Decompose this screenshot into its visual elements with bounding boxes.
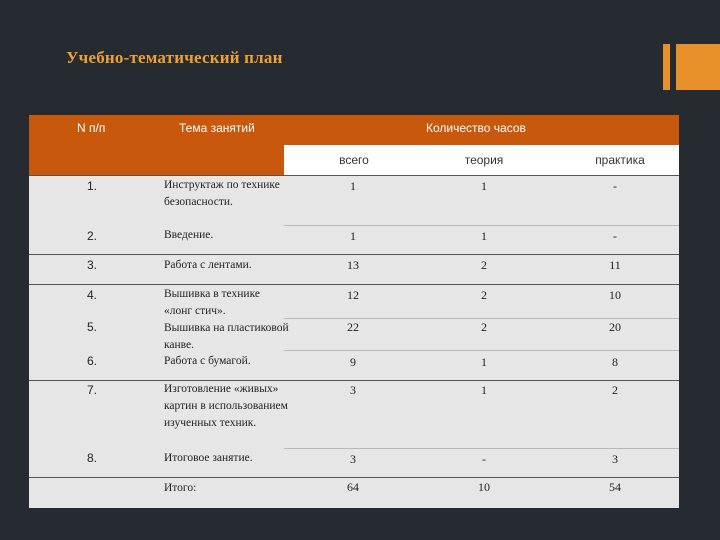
subheader-row: [284, 145, 679, 175]
row-theory: -: [482, 452, 486, 466]
row-number: 5.: [87, 320, 98, 334]
header-total: всего: [339, 153, 369, 167]
row-total: 3: [350, 383, 356, 397]
row-topic: Инструктаж по технике безопасности.: [164, 179, 280, 208]
totals-theory: 10: [478, 480, 490, 494]
row-theory: 2: [481, 288, 487, 302]
row-number: 1.: [87, 179, 98, 193]
row-topic: Введение.: [164, 229, 214, 241]
page-title: Учебно-тематический план: [66, 48, 283, 67]
row-number: 3.: [87, 258, 98, 272]
row-practice: 20: [609, 320, 621, 334]
row-practice: 11: [609, 258, 621, 272]
row-number: 4.: [87, 288, 98, 302]
accent-bar-thin: [663, 44, 670, 90]
row-divider: [284, 350, 679, 351]
row-divider: [284, 318, 679, 319]
row-total: 13: [347, 258, 359, 272]
row-topic: Работа с лентами.: [164, 259, 252, 271]
row-practice: 10: [609, 288, 621, 302]
row-theory: 1: [481, 229, 487, 243]
row-number: 2.: [87, 229, 98, 243]
row-total: 9: [350, 355, 356, 369]
row-total: 12: [347, 288, 359, 302]
row-theory: 2: [481, 258, 487, 272]
row-total: 3: [350, 452, 356, 466]
row-theory: 1: [481, 355, 487, 369]
row-topic: Вышивка на пластиковой канве.: [164, 322, 289, 351]
totals-label: Итого:: [164, 482, 197, 494]
row-topic: Вышивка в технике «лонг стич».: [164, 288, 260, 317]
row-total: 1: [350, 229, 356, 243]
row-divider: [29, 477, 679, 478]
row-divider: [29, 380, 679, 381]
row-practice: -: [613, 179, 617, 193]
curriculum-table: [29, 115, 679, 508]
row-divider: [284, 225, 679, 226]
row-theory: 2: [481, 320, 487, 334]
totals-practice: 54: [609, 480, 621, 494]
header-hours: Количество часов: [426, 121, 526, 135]
row-divider: [284, 448, 679, 449]
row-divider: [29, 284, 679, 285]
row-topic: Работа с бумагой.: [164, 355, 251, 367]
row-total: 1: [350, 179, 356, 193]
row-practice: 2: [612, 383, 618, 397]
row-theory: 1: [481, 179, 487, 193]
row-practice: -: [613, 229, 617, 243]
row-practice: 8: [612, 355, 618, 369]
row-divider: [29, 254, 679, 255]
header-practice: практика: [595, 153, 645, 167]
header-bar-lower: [29, 145, 284, 175]
row-number: 6.: [87, 354, 98, 368]
row-number: 8.: [87, 451, 98, 465]
row-topic: Итоговое занятие.: [164, 452, 253, 464]
accent-bar-thick: [676, 44, 720, 90]
header-num: N п/п: [77, 121, 106, 135]
row-number: 7.: [87, 383, 98, 397]
header-topic: Тема занятий: [179, 121, 255, 135]
row-theory: 1: [481, 383, 487, 397]
row-total: 22: [347, 320, 359, 334]
row-divider: [29, 175, 679, 176]
row-practice: 3: [612, 452, 618, 466]
header-bar: [29, 115, 679, 145]
row-topic: Изготовление «живых» картин в использованием изученных техник.: [164, 383, 288, 429]
header-theory: теория: [464, 153, 504, 167]
totals-total: 64: [347, 480, 359, 494]
